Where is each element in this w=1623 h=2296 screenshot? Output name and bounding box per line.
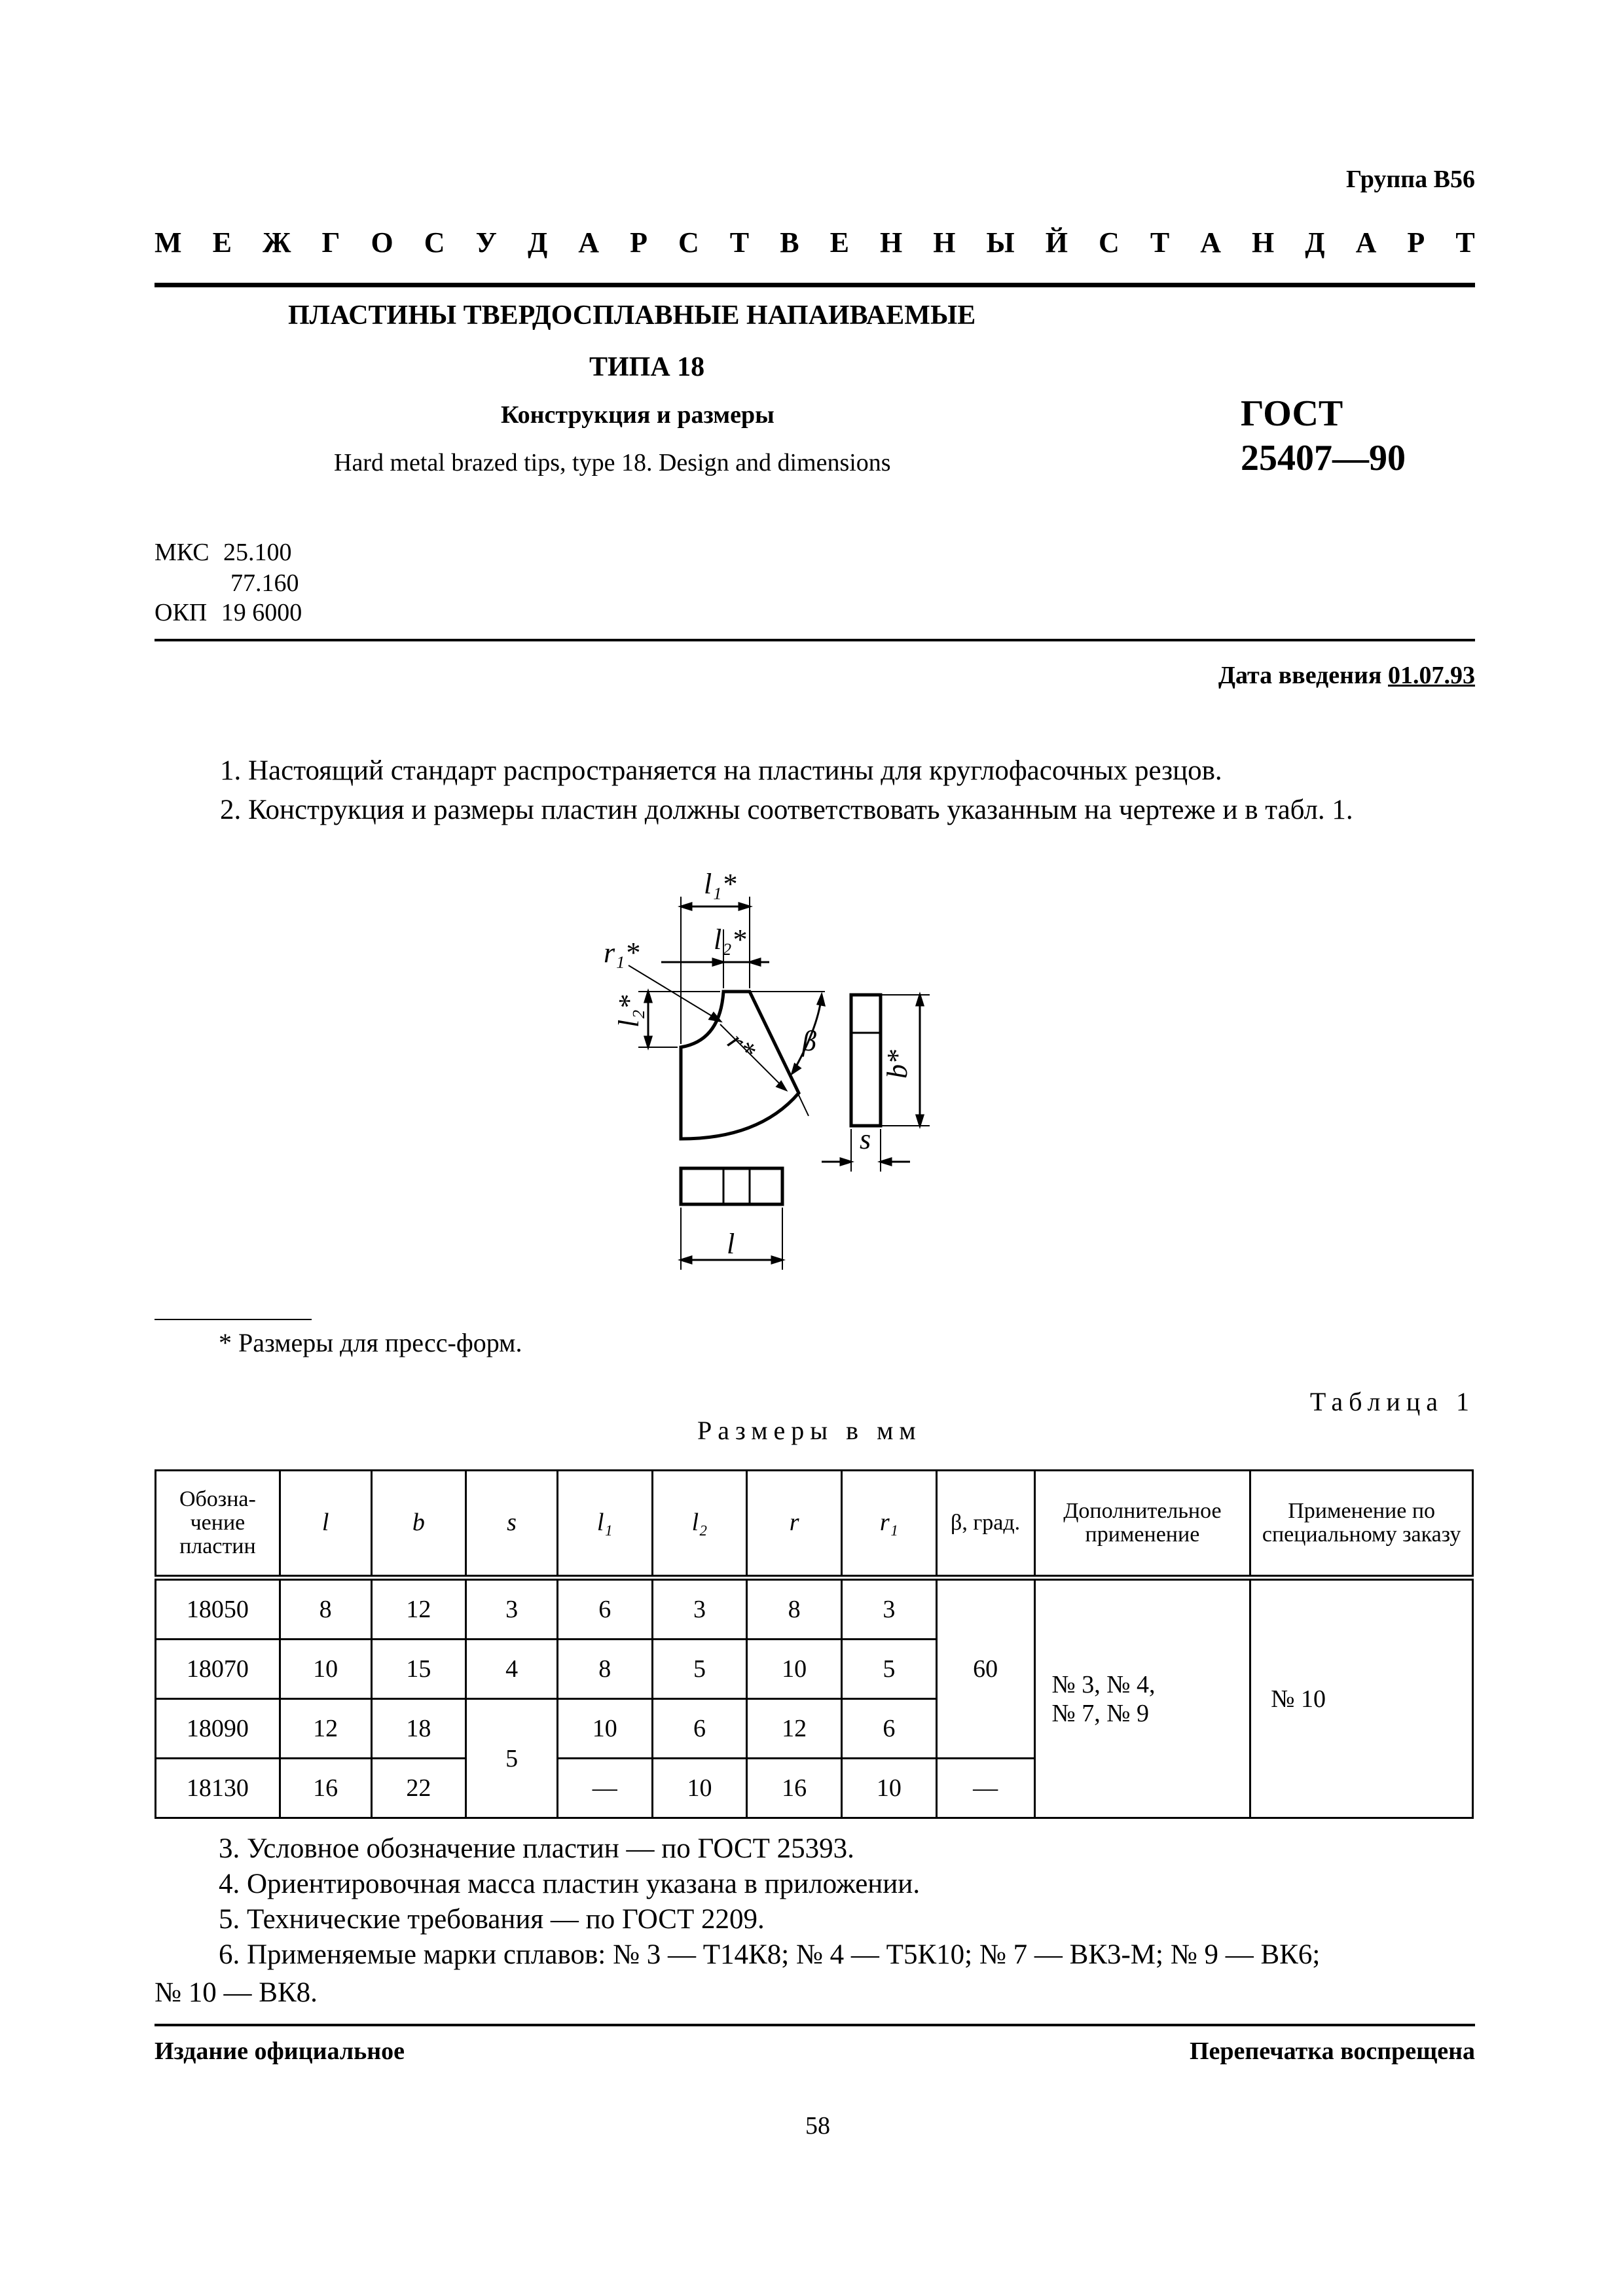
paragraph-3: 3. Условное обозначение пластин — по ГОСТ 25393.	[219, 1833, 854, 1864]
interstate-letter: О	[371, 226, 393, 259]
cell-r1: 6	[842, 1699, 937, 1759]
r1-label: r₁*	[604, 937, 640, 969]
cell-r: 10	[747, 1640, 842, 1699]
cell-designation: 18090	[156, 1699, 280, 1759]
interstate-letter: С	[678, 226, 699, 259]
cell-designation: 18130	[156, 1759, 280, 1818]
interstate-letter: Й	[1045, 226, 1068, 259]
paragraph-5: 5. Технические требования — по ГОСТ 2209.	[219, 1904, 765, 1935]
interstate-letter: Н	[933, 226, 956, 259]
cell-r1: 10	[842, 1759, 937, 1818]
header-l2: l₂	[691, 1509, 708, 1536]
group-code: Группа В56	[1345, 166, 1475, 193]
additional-line-2: № 7, № 9	[1051, 1699, 1150, 1727]
header-s: s	[507, 1509, 517, 1536]
title-line-1: ПЛАСТИНЫ ТВЕРДОСПЛАВНЫЕ НАПАИВАЕМЫЕ	[288, 300, 976, 331]
cell-l: 12	[280, 1699, 371, 1759]
l2-top-label: l₂*	[714, 924, 746, 956]
table-header-row	[156, 1471, 1473, 1578]
title-line-2: ТИПА 18	[589, 352, 705, 382]
cell-s: 4	[466, 1640, 558, 1699]
cell-r: 8	[747, 1578, 842, 1640]
paragraph-6: 6. Применяемые марки сплавов: № 3 — Т14К8; № 4 — Т5К10; № 7 — ВК3-М; № 9 — ВК6;	[219, 1939, 1321, 1970]
cell-r: 12	[747, 1699, 842, 1759]
paragraph-6-continued: № 10 — ВК8.	[155, 1977, 318, 2008]
cell-s: 3	[466, 1578, 558, 1640]
beta-label: β	[802, 1025, 816, 1057]
interstate-letter: Ж	[262, 226, 291, 259]
cell-l: 10	[280, 1640, 371, 1699]
l-label: l	[727, 1228, 735, 1260]
header-r: r	[789, 1509, 799, 1536]
table-label: Таблица 1	[1309, 1387, 1475, 1416]
cell-beta-merged: 60	[936, 1578, 1034, 1759]
header-special: Применение по специальному заказу	[1250, 1471, 1473, 1578]
interstate-letter: Д	[527, 226, 548, 259]
side-view	[851, 995, 881, 1126]
meta-rule	[155, 639, 1475, 641]
s-label: s	[860, 1123, 871, 1155]
cell-designation: 18050	[156, 1578, 280, 1640]
top-view	[681, 1168, 782, 1204]
cell-beta-last: —	[936, 1759, 1034, 1818]
mks-code-2: 77.160	[230, 569, 299, 597]
interstate-letter: У	[475, 226, 497, 259]
interstate-letter: Т	[729, 226, 750, 259]
cell-l1: 6	[557, 1578, 652, 1640]
interstate-letter: Т	[1150, 226, 1170, 259]
b-label: b*	[881, 1050, 913, 1079]
interstate-letter: Т	[1455, 226, 1475, 259]
cell-r: 16	[747, 1759, 842, 1818]
cell-b: 12	[371, 1578, 466, 1640]
date-value: 01.07.93	[1388, 662, 1475, 689]
cell-special: № 10	[1250, 1578, 1473, 1818]
cell-b: 18	[371, 1699, 466, 1759]
interstate-letter: Р	[1407, 226, 1425, 259]
interstate-letter: В	[780, 226, 799, 259]
header-l: l	[321, 1509, 329, 1536]
header-b: b	[412, 1509, 425, 1536]
cell-l2: 3	[652, 1578, 747, 1640]
mks-label: МКС	[155, 539, 210, 566]
subtitle: Конструкция и размеры	[501, 401, 775, 429]
l2-side-label: l₂*	[613, 995, 645, 1028]
header-beta: β, град.	[936, 1471, 1034, 1578]
cell-l: 8	[280, 1578, 371, 1640]
header-l1: l₁	[596, 1509, 613, 1536]
top-rule	[155, 283, 1475, 287]
interstate-letter: Р	[630, 226, 647, 259]
official-edition: Издание официальное	[155, 2037, 405, 2065]
interstate-letter: Д	[1305, 226, 1325, 259]
table-units: Размеры в мм	[697, 1416, 922, 1445]
footer-rule	[155, 2024, 1475, 2026]
interstate-letter: С	[1099, 226, 1120, 259]
interstate-letter: М	[155, 226, 182, 259]
okp-line	[155, 598, 302, 627]
okp-label: ОКП	[155, 599, 208, 626]
gost-number: 25407—90	[1241, 438, 1406, 478]
interstate-letter: Е	[212, 226, 232, 259]
gost-label: ГОСТ	[1241, 393, 1343, 434]
cell-r1: 3	[842, 1578, 937, 1640]
interstate-letter: А	[1355, 226, 1377, 259]
cell-l2: 5	[652, 1640, 747, 1699]
header-additional: Дополнительное применение	[1034, 1471, 1250, 1578]
english-title: Hard metal brazed tips, type 18. Design and dimensions	[334, 449, 891, 476]
footnote-rule	[155, 1319, 312, 1320]
paragraph-4: 4. Ориентировочная масса пластин указана в приложении.	[219, 1869, 921, 1899]
interstate-letter: Н	[879, 226, 903, 259]
interstate-letter: Ы	[986, 226, 1015, 259]
okp-code: 19 6000	[221, 599, 302, 626]
cell-l1: 8	[557, 1640, 652, 1699]
cell-b: 22	[371, 1759, 466, 1818]
additional-line-1: № 3, № 4,	[1051, 1670, 1156, 1698]
interstate-letter: А	[578, 226, 600, 259]
paragraph-1: 1. Настоящий стандарт распространяется на пластины для круглофасочных резцов.	[220, 755, 1222, 786]
header-designation: Обозна-чение пластин	[156, 1471, 280, 1578]
interstate-letter: А	[1200, 226, 1221, 259]
header-r1: r₁	[879, 1509, 898, 1536]
interstate-letter: С	[424, 226, 445, 259]
mks-line-1	[155, 538, 292, 567]
cell-b: 15	[371, 1640, 466, 1699]
introduction-date	[1218, 661, 1475, 690]
mks-code-1: 25.100	[223, 539, 292, 566]
interstate-letter: Г	[321, 226, 340, 259]
r-label: r*	[721, 1026, 763, 1067]
l1-label: l₁*	[704, 868, 737, 900]
reprint-prohibited: Перепечатка воспрещена	[1189, 2037, 1475, 2065]
cell-l2: 6	[652, 1699, 747, 1759]
footnote: * Размеры для пресс-форм.	[219, 1328, 522, 1357]
interstate-letter: Е	[830, 226, 849, 259]
interstate-standard-heading	[155, 226, 1475, 259]
cell-l2: 10	[652, 1759, 747, 1818]
cell-r1: 5	[842, 1640, 937, 1699]
interstate-letter: Н	[1252, 226, 1275, 259]
cell-l: 16	[280, 1759, 371, 1818]
page-number: 58	[805, 2112, 830, 2140]
cell-additional	[1034, 1578, 1250, 1818]
cell-l1: 10	[557, 1699, 652, 1759]
cell-designation: 18070	[156, 1640, 280, 1699]
cell-l1: —	[557, 1759, 652, 1818]
cell-s-merged: 5	[466, 1699, 558, 1818]
tip-drawing	[589, 864, 1021, 1283]
date-label: Дата введения	[1218, 662, 1382, 689]
paragraph-2: 2. Конструкция и размеры пластин должны соответствовать указанным на чертеже и в табл. 1.	[220, 795, 1353, 825]
table-row	[156, 1578, 1473, 1640]
dimensions-table	[155, 1469, 1474, 1819]
